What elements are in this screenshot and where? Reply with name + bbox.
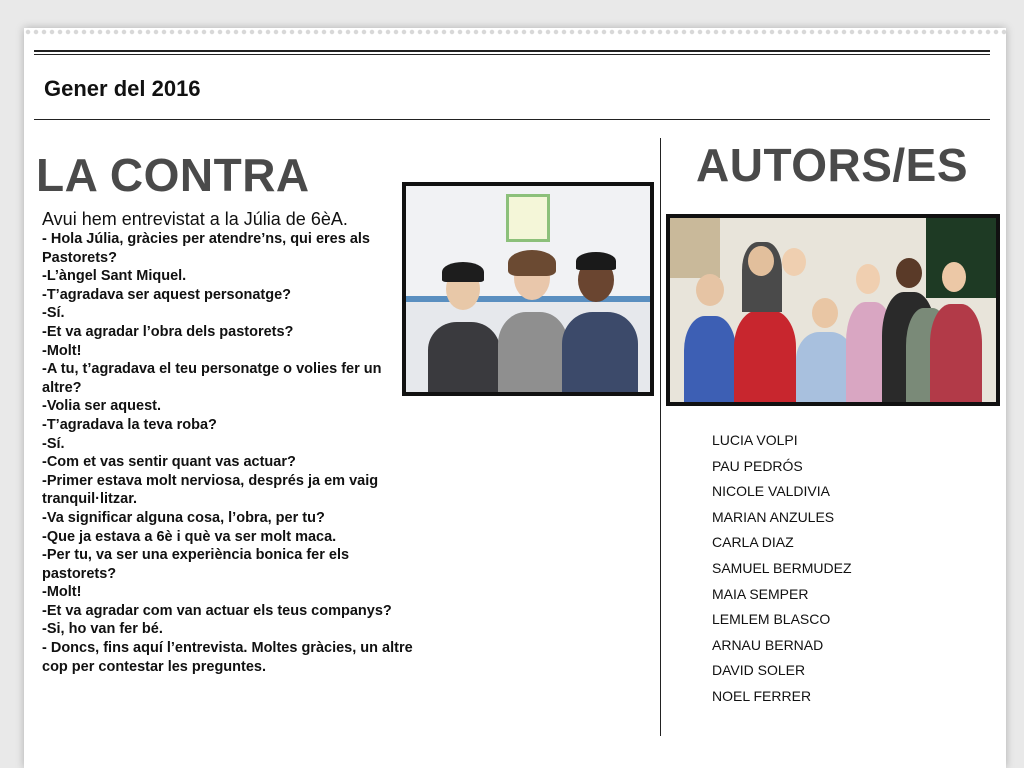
interview-line: - Doncs, fins aquí l’entrevista. Moltes gràcies, un altre cop per contestar les preguntes. bbox=[42, 640, 413, 675]
top-double-rule-thin bbox=[34, 54, 990, 55]
interview-line: -Si, ho van fer bé. bbox=[42, 621, 163, 638]
interview-line: -Per tu, va ser una experiència bonica fer els pastorets? bbox=[42, 547, 350, 582]
author-name: SAMUEL BERMUDEZ bbox=[712, 559, 852, 576]
interview-line: -T’agradava ser aquest personatge? bbox=[42, 286, 291, 303]
newspaper-page bbox=[24, 28, 1006, 768]
interview-line: -Et va agradar l’obra dels pastorets? bbox=[42, 323, 294, 340]
author-name: MAIA SEMPER bbox=[712, 585, 809, 602]
perforated-edge bbox=[24, 28, 1006, 36]
interview-text bbox=[42, 208, 422, 676]
author-name: LUCIA VOLPI bbox=[712, 432, 798, 448]
interview-line: -A tu, t’agradava el teu personatge o volies fer un altre? bbox=[42, 361, 382, 396]
header-rule bbox=[34, 119, 990, 120]
interview-line: -Sí. bbox=[42, 435, 65, 452]
author-name: PAU PEDRÓS bbox=[712, 457, 803, 474]
interview-line: -Molt! bbox=[42, 342, 82, 359]
interview-line: -Et va agradar com van actuar els teus companys? bbox=[42, 602, 392, 619]
interview-line: -Volia ser aquest. bbox=[42, 398, 161, 415]
section-title-autors: AUTORS/ES bbox=[696, 139, 969, 191]
interview-intro: Avui hem entrevistat a la Júlia de 6èA. bbox=[42, 209, 348, 229]
interview-line: -Molt! bbox=[42, 584, 82, 601]
authors-group-photo bbox=[666, 214, 1000, 406]
interview-line: - Hola Júlia, gràcies per atendre’ns, qui eres als Pastorets? bbox=[42, 231, 370, 266]
interview-line: -Com et vas sentir quant vas actuar? bbox=[42, 454, 296, 471]
interview-line: -Que ja estava a 6è i què va ser molt maca. bbox=[42, 528, 337, 545]
author-name: ARNAU BERNAD bbox=[712, 636, 824, 653]
interview-line: -Primer estava molt nerviosa, després ja em vaig tranquil·litzar. bbox=[42, 472, 379, 508]
wall-poster bbox=[506, 194, 550, 242]
author-name: MARIAN ANZULES bbox=[712, 508, 835, 525]
author-name: NOEL FERRER bbox=[712, 687, 812, 704]
author-name: CARLA DIAZ bbox=[712, 534, 794, 551]
interview-line: -Sí. bbox=[42, 305, 65, 322]
interview-photo bbox=[402, 182, 654, 396]
top-double-rule bbox=[34, 50, 990, 52]
author-name: NICOLE VALDIVIA bbox=[712, 483, 831, 500]
interview-line: -Va significar alguna cosa, l’obra, per tu? bbox=[42, 509, 325, 526]
interview-line: -L’àngel Sant Miquel. bbox=[42, 268, 187, 285]
column-divider bbox=[660, 138, 661, 736]
author-name: DAVID SOLER bbox=[712, 662, 806, 679]
authors-list bbox=[712, 428, 852, 710]
author-name: LEMLEM BLASCO bbox=[712, 611, 831, 628]
interview-line: -T’agradava la teva roba? bbox=[42, 416, 217, 433]
issue-date: Gener del 2016 bbox=[44, 76, 201, 101]
section-title-la-contra: LA CONTRA bbox=[36, 149, 310, 201]
